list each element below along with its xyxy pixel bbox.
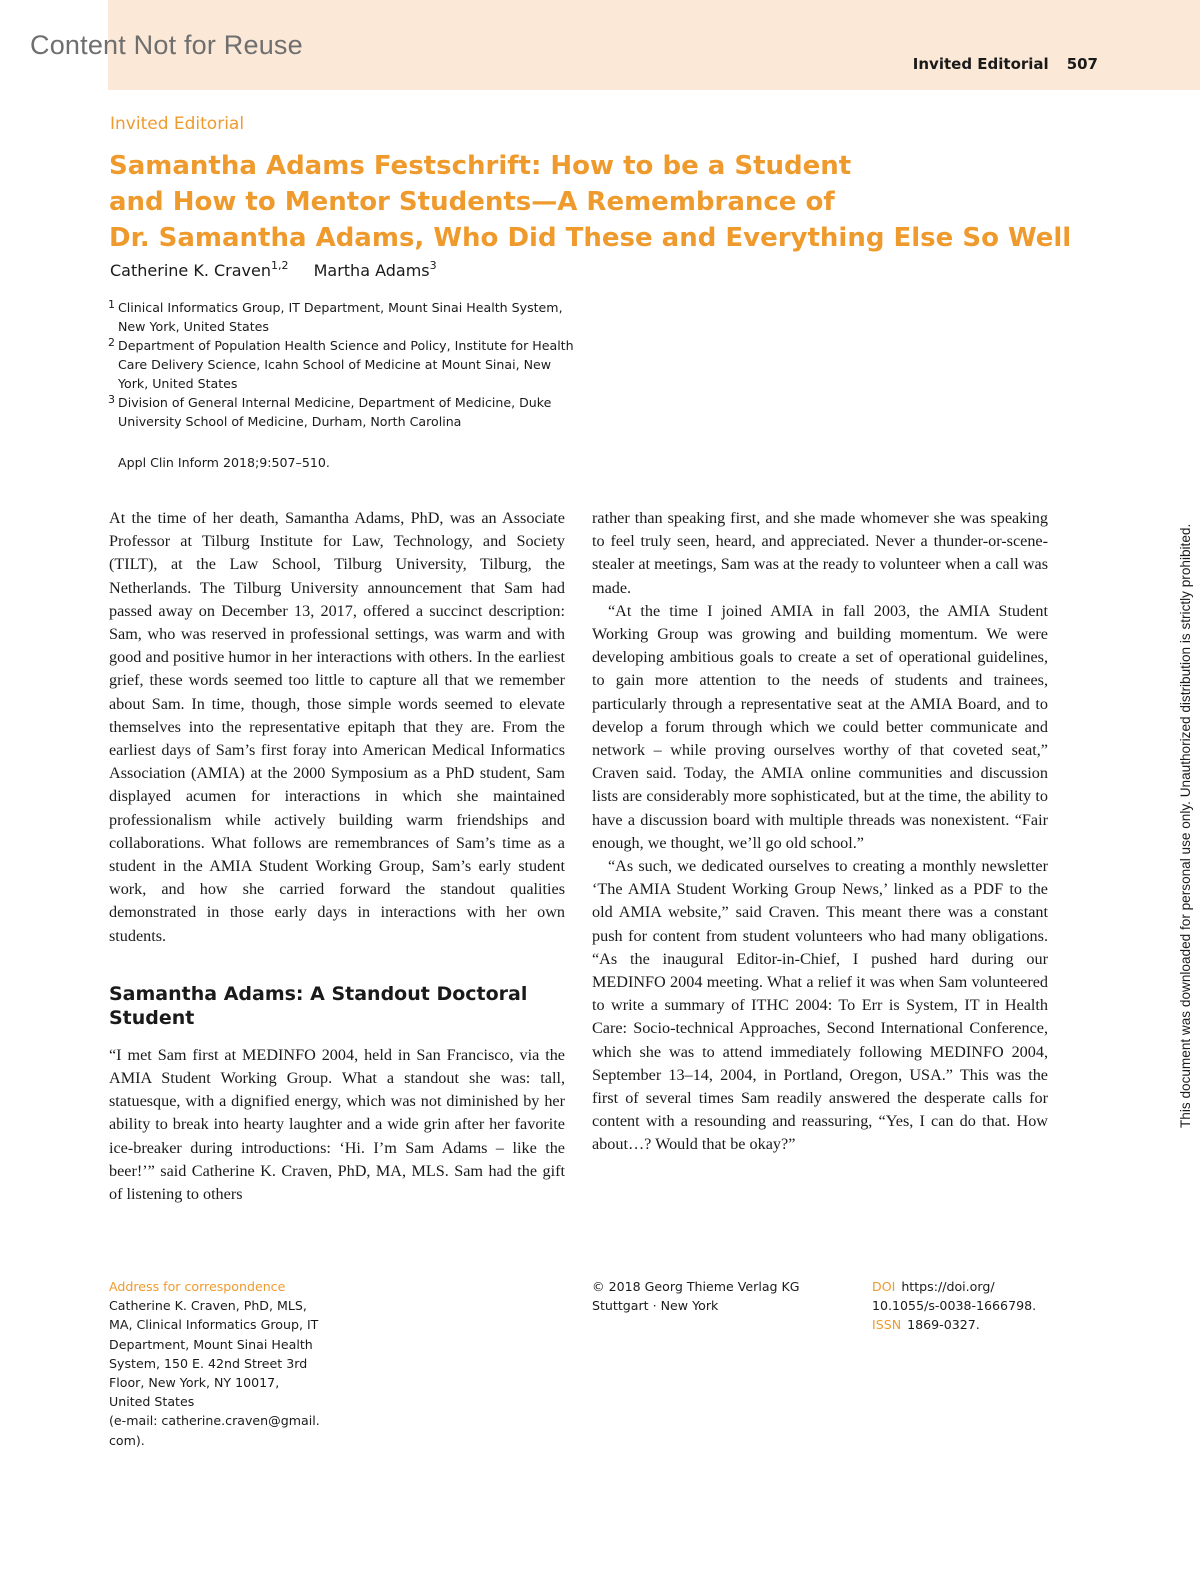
- author-name: Catherine K. Craven: [110, 261, 271, 280]
- doi-block: [872, 1277, 1092, 1335]
- watermark: Content Not for Reuse: [30, 30, 303, 60]
- affiliation-text: Department of Population Health Science and Policy, Institute for Health Care Delivery Science, Icahn School of Medicine at Mount Sinai, New York, United States: [118, 338, 574, 391]
- affiliation-number: 1: [108, 298, 115, 311]
- affiliation-number: 2: [108, 336, 115, 349]
- body-column-right: [592, 507, 1048, 1157]
- address-line: United States: [109, 1394, 195, 1410]
- address-line: System, 150 E. 42nd Street 3rd: [109, 1355, 308, 1371]
- body-paragraph: “At the time I joined AMIA in fall 2003, the AMIA Student Working Group was growing and building momentum. We were developing ambitious goals to create a set of operational guidelines, to gain more attention to the needs of students and trainees, particularly through a representative seat at the AMIA Board, and to develop a forum through which we could better communicate and network – while proving ourselves worthy of that coveted seat,” Craven said. Today, the AMIA online communities and discussion lists are considerably more sophisticated, but at the time, the ability to have a discussion board with multiple threads was nonexistent. “Fair enough, we thought, we’ll go old school.”: [592, 601, 1048, 852]
- affiliation-number: 3: [108, 393, 115, 406]
- body-paragraph: “As such, we dedicated ourselves to creating a monthly newsletter ‘The AMIA Student Working Group News,’ linked as a PDF to the old AMIA website,” said Craven. This meant there was a constant push for content from student volunteers who had many obligations. “As the inaugural Editor-in-Chief, I pushed hard during our MEDINFO 2004 meeting. What a relief it was when Sam volunteered to write a summary of ITHC 2004: To Err is System, IT in Health Care: Socio-technical Approaches, Second International Conference, which she was to attend immediately following MEDINFO 2004, September 13–14, 2004, in Portland, Oregon, USA.” This was the first of several times Sam readily answered the desperate calls for content with a resounding and reassuring, “Yes, I can do that. How about…? Would that be okay?”: [592, 857, 1048, 1154]
- author-list: [110, 259, 437, 280]
- issn-label: ISSN: [872, 1317, 902, 1333]
- affiliation-text: Clinical Informatics Group, IT Department, Mount Sinai Health System, New York, United States: [118, 300, 563, 334]
- correspondence-address: [109, 1277, 349, 1450]
- body-paragraph: “I met Sam first at MEDINFO 2004, held in San Francisco, via the AMIA Student Working Group. What a standout she was: tall, statuesque, with a dignified energy, which was not diminished by her ability to break into hearty laughter and a wide grin after her favorite ice-breaker during introductions: ‘Hi. I’m Sam Adams – like the beer!’” said Catherine K. Craven, PhD, MA, MLS. Sam had the gift of listening to others: [109, 1045, 565, 1204]
- section-heading: Samantha Adams: A Standout Doctoral Student: [109, 982, 528, 1029]
- correspondence-label: Address for correspondence: [109, 1279, 286, 1294]
- title-line: Samantha Adams Festschrift: How to be a Student: [109, 151, 852, 181]
- affiliations: [108, 298, 578, 431]
- address-line: com).: [109, 1432, 145, 1448]
- author-affiliation-marker: 3: [429, 259, 437, 272]
- running-head-label: Invited Editorial: [912, 55, 1049, 73]
- copyright-notice: [592, 1277, 842, 1315]
- address-line: Department, Mount Sinai Health: [109, 1336, 313, 1352]
- affiliation-text: Division of General Internal Medicine, Department of Medicine, Duke University School of Medicine, Durham, North Carolina: [118, 395, 552, 429]
- section-label: Invited Editorial: [110, 114, 245, 134]
- body-column-left: [109, 507, 565, 1206]
- address-line: Catherine K. Craven, PhD, MLS,: [109, 1298, 307, 1314]
- affiliation-item: [108, 336, 578, 393]
- article-title: [109, 148, 1072, 256]
- affiliation-item: [108, 393, 578, 431]
- body-paragraph: rather than speaking first, and she made whomever she was speaking to feel truly seen, heard, and appreciated. Never a thunder-or-scene-stealer at meetings, Sam was at the ready to volunteer when a call was made.: [592, 509, 1048, 597]
- title-line: and How to Mentor Students—A Remembrance of: [109, 187, 835, 217]
- affiliation-item: [108, 298, 578, 336]
- address-line: Floor, New York, NY 10017,: [109, 1375, 280, 1391]
- side-notice: This document was downloaded for personal use only. Unauthorized distribution is strictly prohibited.: [1178, 523, 1193, 1128]
- copyright-line: © 2018 Georg Thieme Verlag KG: [592, 1279, 800, 1294]
- doi-label: DOI: [872, 1279, 896, 1294]
- journal-citation: Appl Clin Inform 2018;9:507–510.: [118, 455, 330, 470]
- address-line: (e-mail: catherine.craven@gmail.: [109, 1413, 320, 1429]
- address-line: MA, Clinical Informatics Group, IT: [109, 1317, 319, 1333]
- issn-value: 1869-0327.: [907, 1317, 980, 1333]
- copyright-line: Stuttgart · New York: [592, 1298, 719, 1314]
- body-paragraph: At the time of her death, Samantha Adams, PhD, was an Associate Professor at Tilburg Institute for Law, Technology, and Society (TILT), at the Law School, Tilburg University, Tilburg, the Netherlands. The Tilburg University announcement that Sam had passed away on December 13, 2017, offered a succinct description: Sam, who was reserved in professional settings, was warm and with good and positive humor in her interactions with others. In the earliest grief, these words seemed too little to capture all that we remember about Sam. In time, though, those simple words seemed to elevate themselves into the representative epitaph that they are. From the earliest days of Sam’s first foray into American Medical Informatics Association (AMIA) at the 2000 Symposium as a PhD student, Sam displayed acumen for interactions in which she maintained professionalism while actively building warm friendships and collaborations. What follows are remembrances of Sam’s time as a student in the AMIA Student Working Group, Sam’s early student work, and how she carried forward the standout qualities demonstrated in those early days in interactions with her own students.: [109, 509, 565, 945]
- doi-link[interactable]: https://doi.org/: [901, 1279, 995, 1294]
- running-head: [913, 55, 1098, 73]
- title-line: Dr. Samantha Adams, Who Did These and Everything Else So Well: [109, 223, 1072, 253]
- doi-value[interactable]: 10.1055/s-0038-1666798.: [872, 1298, 1037, 1314]
- author-name: Martha Adams: [313, 261, 430, 280]
- page-number: 507: [1066, 55, 1098, 73]
- author-affiliation-marker: 1,2: [271, 259, 289, 272]
